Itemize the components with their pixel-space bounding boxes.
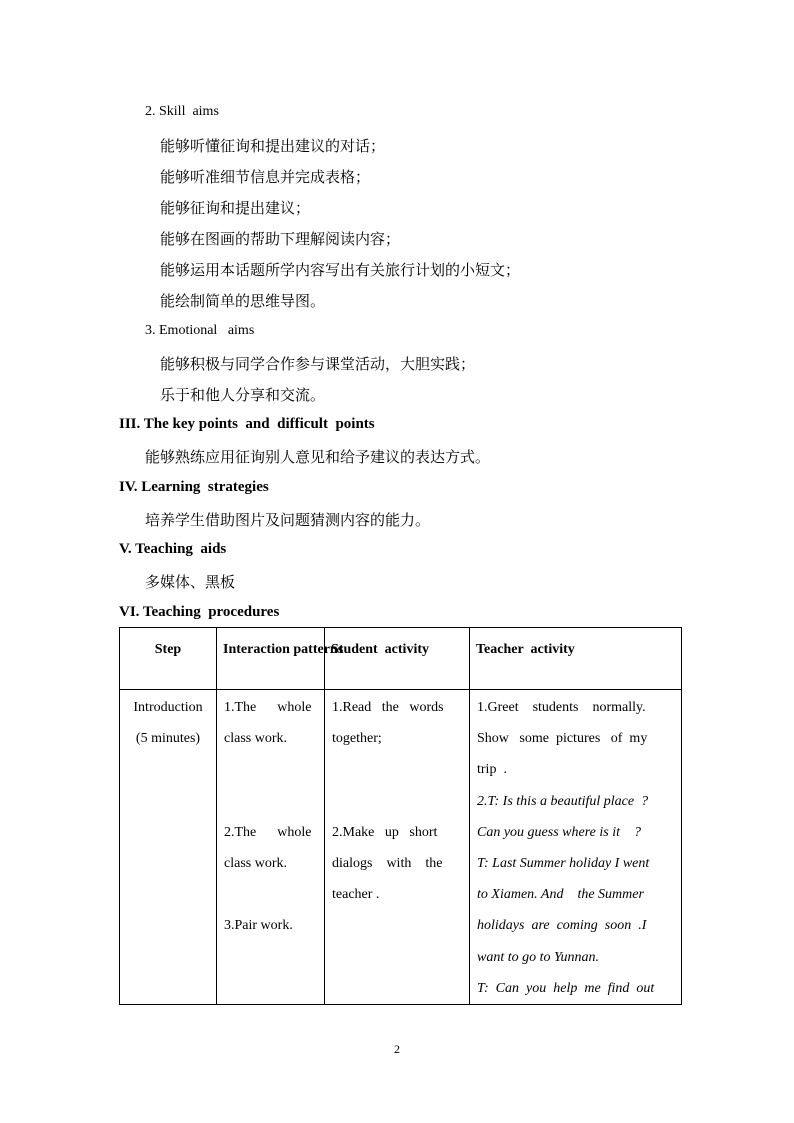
teacher-activity-item-cont: Show some pictures of my	[477, 731, 648, 747]
learning-strategies-body: 培养学生借助图片及问题猜测内容的能力。	[145, 513, 431, 529]
student-activity-item-cont: together;	[332, 731, 382, 747]
student-activity-cell	[325, 690, 470, 1005]
step-cell	[120, 690, 217, 1005]
table-row	[120, 690, 682, 1005]
teacher-activity-item: 1.Greet students normally.	[477, 700, 646, 715]
student-activity-item-cont: dialogs with the	[332, 855, 443, 871]
header-interaction: Interaction patterns	[217, 628, 325, 690]
teacher-dialogue-line: to Xiamen. And the Summer	[477, 887, 644, 903]
interaction-item: 3.Pair work.	[224, 918, 293, 934]
table-header-row	[120, 628, 682, 690]
student-activity-item-cont: teacher .	[332, 887, 380, 903]
teacher-dialogue-line: want to go to Yunnan.	[477, 949, 600, 965]
teacher-dialogue-line: holidays are coming soon .I	[477, 918, 647, 934]
interaction-item: 1.The whole	[224, 700, 312, 715]
skill-aim-item: 能够在图画的帮助下理解阅读内容；	[160, 232, 401, 248]
teacher-dialogue-line: 2.T: Is this a beautiful place ?	[477, 793, 649, 809]
page-number: 2	[394, 1042, 400, 1056]
teacher-dialogue-line: Can you guess where is it ?	[477, 824, 641, 840]
teaching-aids-heading: V. Teaching aids	[119, 541, 227, 557]
key-points-heading: III. The key points and difficult points	[119, 416, 375, 432]
skill-aim-item: 能够听懂征询和提出建议的对话；	[160, 139, 386, 155]
skill-aim-item: 能够运用本话题所学内容写出有关旅行计划的小短文；	[160, 263, 521, 279]
emotional-aims-heading: 3. Emotional aims	[145, 323, 255, 338]
interaction-item: 2.The whole	[224, 824, 312, 840]
header-teacher-activity: Teacher activity	[470, 628, 682, 690]
header-student-activity: Student activity	[325, 628, 470, 690]
emotional-aim-item: 乐于和他人分享和交流。	[160, 388, 326, 404]
teacher-dialogue-line: T: Last Summer holiday I went	[477, 856, 650, 872]
interaction-cell	[217, 690, 325, 1005]
teaching-procedures-heading: VI. Teaching procedures	[119, 604, 280, 620]
student-activity-item: 1.Read the words	[332, 700, 444, 715]
key-points-body: 能够熟练应用征询别人意见和给予建议的表达方式。	[145, 450, 491, 466]
learning-strategies-heading: IV. Learning strategies	[119, 479, 269, 495]
interaction-item-cont: class work.	[224, 855, 287, 871]
procedures-table	[119, 627, 682, 1005]
skill-aim-item: 能够听准细节信息并完成表格；	[160, 170, 371, 186]
step-duration: (5 minutes)	[135, 731, 201, 747]
step-name: Introduction	[133, 700, 203, 715]
skill-aims-heading: 2. Skill aims	[145, 104, 219, 119]
skill-aim-item: 能绘制简单的思维导图。	[160, 294, 326, 310]
teaching-aids-body: 多媒体、黑板	[145, 575, 236, 591]
teacher-dialogue-line: T: Can you help me find out	[477, 980, 655, 996]
header-step: Step	[120, 628, 217, 690]
teacher-activity-cell	[470, 690, 682, 1005]
skill-aim-item: 能够征询和提出建议；	[160, 201, 311, 217]
interaction-item-cont: class work.	[224, 731, 287, 747]
student-activity-item: 2.Make up short	[332, 824, 438, 840]
emotional-aim-item: 能够积极与同学合作参与课堂活动，大胆实践；	[160, 357, 476, 373]
teacher-activity-item-cont: trip .	[477, 762, 507, 778]
